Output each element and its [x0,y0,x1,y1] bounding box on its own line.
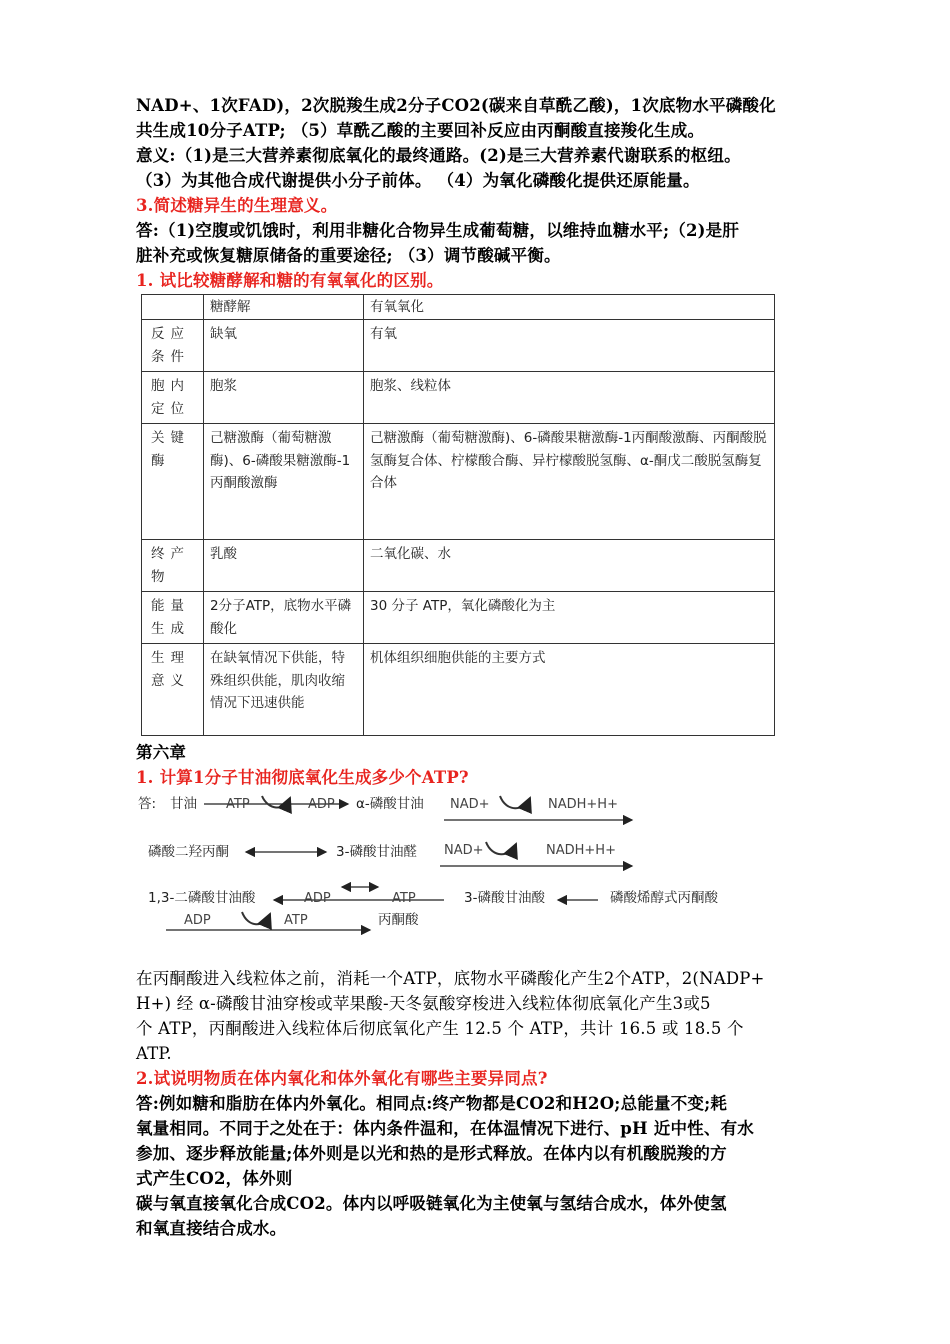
answer-line: 和氧直接结合成水。 [136,1219,287,1238]
paragraph-line: （3）为其他合成代谢提供小分子前体。 （4）为氧化磷酸化提供还原能量。 [136,171,700,190]
table-cell: 2分子ATP，底物水平磷酸化 [204,592,364,644]
paragraph-line: 共生成10分子ATP; （5）草酰乙酸的主要回补反应由丙酮酸直接羧化生成。 [136,121,705,140]
row-label: 生理意义 [142,644,204,736]
nadh-label-2: NADH+H+ [546,843,616,858]
dhap-label: 磷酸二羟丙酮 [148,844,229,860]
table-row [142,424,775,540]
answer-line: 氧量相同。不同于之处在于：体内条件温和，在体温情况下进行、pH 近中性、有水 [136,1119,754,1138]
g3p-label: 3-磷酸甘油醛 [336,844,417,860]
chapter-heading: 第六章 [136,743,187,762]
table-header-cell: 有氧氧化 [364,295,775,320]
table-cell: 缺氧 [204,320,364,372]
row-label: 终产物 [142,540,204,592]
table-row [142,372,775,424]
table-row [142,592,775,644]
nad-label: NAD+ [450,797,490,812]
glycerol-oxidation-diagram [138,790,778,940]
atp-label-2: ATP [392,891,416,906]
table-cell: 己糖激酶（葡萄糖激酶)、6-磷酸果糖激酶-1丙酮酸激酶、丙酮酸脱氢酶复合体、柠檬酸合酶、异柠檬酸脱氢酶、α-酮戊二酸脱氢酶复合体 [364,424,775,540]
paragraph-line: 意义:（1)是三大营养素彻底氧化的最终通路。(2)是三大营养素代谢联系的枢纽。 [136,146,741,165]
atp-label-3: ATP [284,913,308,928]
table-cell: 30 分子 ATP，氧化磷酸化为主 [364,592,775,644]
table-header-cell [142,295,204,320]
table-cell: 有氧 [364,320,775,372]
nad-label-2: NAD+ [444,843,484,858]
table-row [142,320,775,372]
table-header-cell: 糖酵解 [204,295,364,320]
table-cell: 乳酸 [204,540,364,592]
row-label: 胞内定位 [142,372,204,424]
table-cell: 二氧化碳、水 [364,540,775,592]
question-title: 2.试说明物质在体内氧化和体外氧化有哪些主要异同点? [136,1069,548,1088]
answer-line: 式产生CO2，体外则 [136,1169,293,1188]
nadh-label: NADH+H+ [548,797,618,812]
table-cell: 机体组织细胞供能的主要方式 [364,644,775,736]
calc-line: H+) 经 α-磷酸甘油穿梭或苹果酸-天冬氨酸穿梭进入线粒体彻底氧化产生3或5 [136,994,711,1013]
pg3-label: 3-磷酸甘油酸 [464,890,545,906]
comparison-table [141,294,775,736]
table-cell: 胞浆、线粒体 [364,372,775,424]
table-cell: 胞浆 [204,372,364,424]
pyruvate-label: 丙酮酸 [378,912,419,928]
atp-label: ATP [226,797,250,812]
calc-line: 个 ATP，丙酮酸进入线粒体后彻底氧化产生 12.5 个 ATP，共计 16.5 或 18.5 个 [136,1019,744,1038]
question-title: 1. 试比较糖酵解和糖的有氧氧化的区别。 [136,271,444,290]
row-label: 能量生成 [142,592,204,644]
answer-prefix: 答: [138,796,157,812]
table-row [142,540,775,592]
table-header-row [142,295,775,320]
curved-arrow-icon [500,796,530,808]
answer-line: 答:例如糖和脂肪在体内外氧化。相同点:终产物都是CO2和H2O;总能量不变;耗 [136,1094,728,1113]
answer-line: 参加、逐步释放能量;体外则是以光和热的是形式释放。在体内以有机酸脱羧的方 [136,1144,727,1163]
paragraph-line: NAD+、1次FAD)，2次脱羧生成2分子CO2(碳来自草酰乙酸)，1次底物水平磷酸化 [136,96,776,115]
adp-label: ADP [308,797,335,812]
row-label: 反应条件 [142,320,204,372]
curved-arrow-icon [486,842,516,854]
answer-line: 脏补充或恢复糖原储备的重要途径; （3）调节酸碱平衡。 [136,246,561,265]
adp-label-2: ADP [304,891,331,906]
question-title: 1. 计算1分子甘油彻底氧化生成多少个ATP? [136,768,469,787]
calc-line: 在丙酮酸进入线粒体之前，消耗一个ATP，底物水平磷酸化产生2个ATP，2(NADP+ [136,969,765,988]
question-title: 3.简述糖异生的生理意义。 [136,196,338,215]
adp-label-3: ADP [184,913,211,928]
table-cell: 己糖激酶（葡萄糖激酶)、6-磷酸果糖激酶-1丙酮酸激酶 [204,424,364,540]
answer-line: 答:（1)空腹或饥饿时，利用非糖化合物异生成葡萄糖，以维持血糖水平;（2)是肝 [136,221,740,240]
curved-arrow-icon [242,912,270,924]
table-cell: 在缺氧情况下供能，特殊组织供能，肌肉收缩情况下迅速供能 [204,644,364,736]
table-row [142,644,775,736]
glycerol-label: 甘油 [170,796,197,812]
calc-line: ATP. [136,1044,172,1063]
curved-arrow-icon [262,796,290,808]
answer-line: 碳与氧直接氧化合成CO2。体内以呼吸链氧化为主使氧与氢结合成水，体外使氢 [136,1194,727,1213]
alpha-glycerophosphate-label: α-磷酸甘油 [356,796,424,812]
pep-label: 磷酸烯醇式丙酮酸 [610,890,718,906]
row-label: 关键酶 [142,424,204,540]
bpg-label: 1,3-二磷酸甘油酸 [148,890,256,906]
